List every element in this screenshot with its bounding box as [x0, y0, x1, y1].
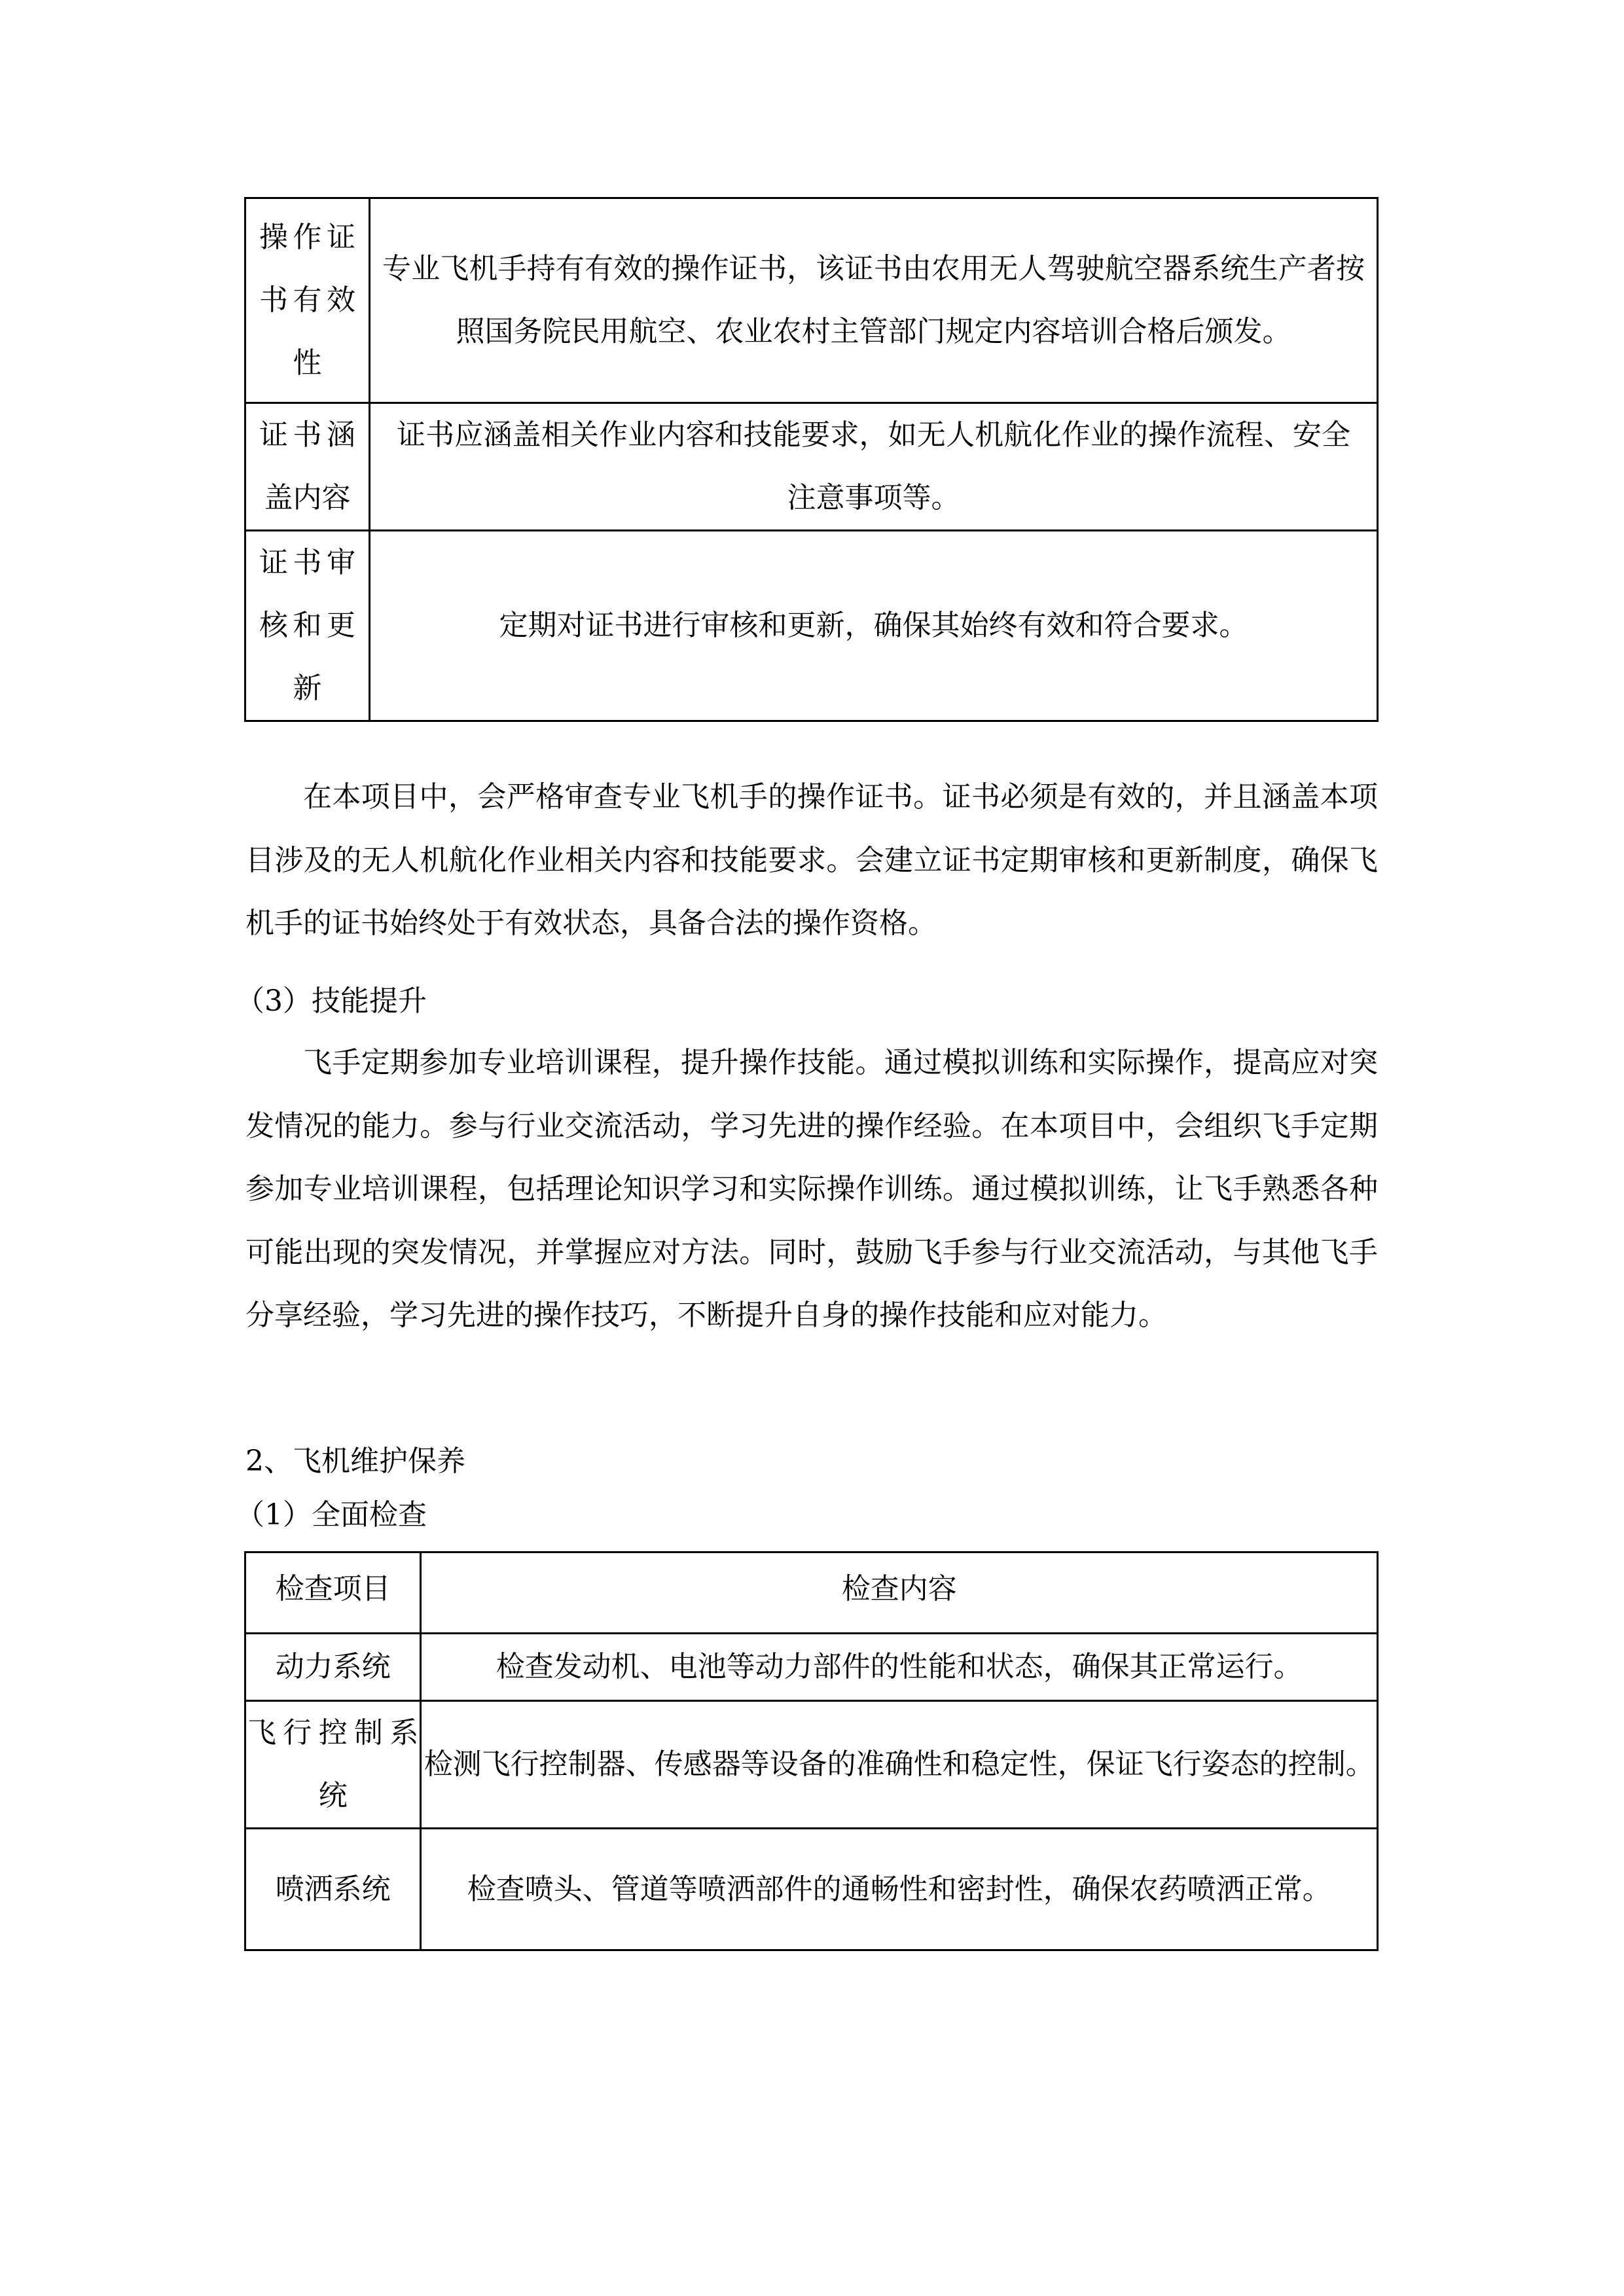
heading-aircraft-maintenance: 2、飞机维护保养 [245, 1444, 465, 1478]
table-cell-item: 操作证书有效性 [245, 198, 370, 403]
table-cell-item: 证书审核和更新 [245, 531, 370, 721]
table-row [245, 1634, 1378, 1701]
table-row [245, 1701, 1378, 1829]
inspection-table [244, 1551, 1379, 1951]
table-cell-content: 检查喷头、管道等喷洒部件的通畅性和密封性，确保农药喷洒正常。 [421, 1829, 1378, 1950]
table-cell-item: 喷洒系统 [245, 1829, 421, 1950]
table-cell-item: 飞行控制系统 [245, 1701, 421, 1829]
table-cell-content: 定期对证书进行审核和更新，确保其始终有效和符合要求。 [369, 531, 1377, 721]
table-cell-item: 证书涵盖内容 [245, 403, 370, 531]
table-cell-content: 证书应涵盖相关作业内容和技能要求，如无人机航化作业的操作流程、安全注意事项等。 [369, 403, 1377, 531]
table-row [245, 198, 1378, 403]
table-header-row [245, 1552, 1378, 1634]
heading-skill-improvement: （3）技能提升 [236, 984, 427, 1018]
table-row [245, 531, 1378, 721]
table-cell-content: 检测飞行控制器、传感器等设备的准确性和稳定性，保证飞行姿态的控制。 [421, 1701, 1378, 1829]
paragraph-skill-improvement: 飞手定期参加专业培训课程，提升操作技能。通过模拟训练和实际操作，提高应对突发情况的能力。参与行业交流活动，学习先进的操作经验。在本项目中，会组织飞手定期参加专业培训课程，包括理论知识学习和实际操作训练。通过模拟训练，让飞手熟悉各种可能出现的突发情况，并掌握应对方法。同时，鼓励飞手参与行业交流活动，与其他飞手分享经验，学习先进的操作技巧，不断提升自身的操作技能和应对能力。 [245, 1046, 1378, 1332]
table-header-item: 检查项目 [245, 1552, 421, 1634]
paragraph-certificate-review: 在本项目中，会严格审查专业飞机手的操作证书。证书必须是有效的，并且涵盖本项目涉及的无人机航化作业相关内容和技能要求。会建立证书定期审核和更新制度，确保飞机手的证书始终处于有效状态，具备合法的操作资格。 [245, 780, 1378, 940]
table-row [245, 1829, 1378, 1950]
table-cell-content: 专业飞机手持有有效的操作证书，该证书由农用无人驾驶航空器系统生产者按照国务院民用航空、农业农村主管部门规定内容培训合格后颁发。 [369, 198, 1377, 403]
table-row [245, 403, 1378, 531]
certificate-requirements-table [244, 197, 1379, 722]
heading-comprehensive-inspection: （1）全面检查 [236, 1498, 427, 1532]
table-cell-item: 动力系统 [245, 1634, 421, 1701]
table-cell-content: 检查发动机、电池等动力部件的性能和状态，确保其正常运行。 [421, 1634, 1378, 1701]
table-header-content: 检查内容 [421, 1552, 1378, 1634]
